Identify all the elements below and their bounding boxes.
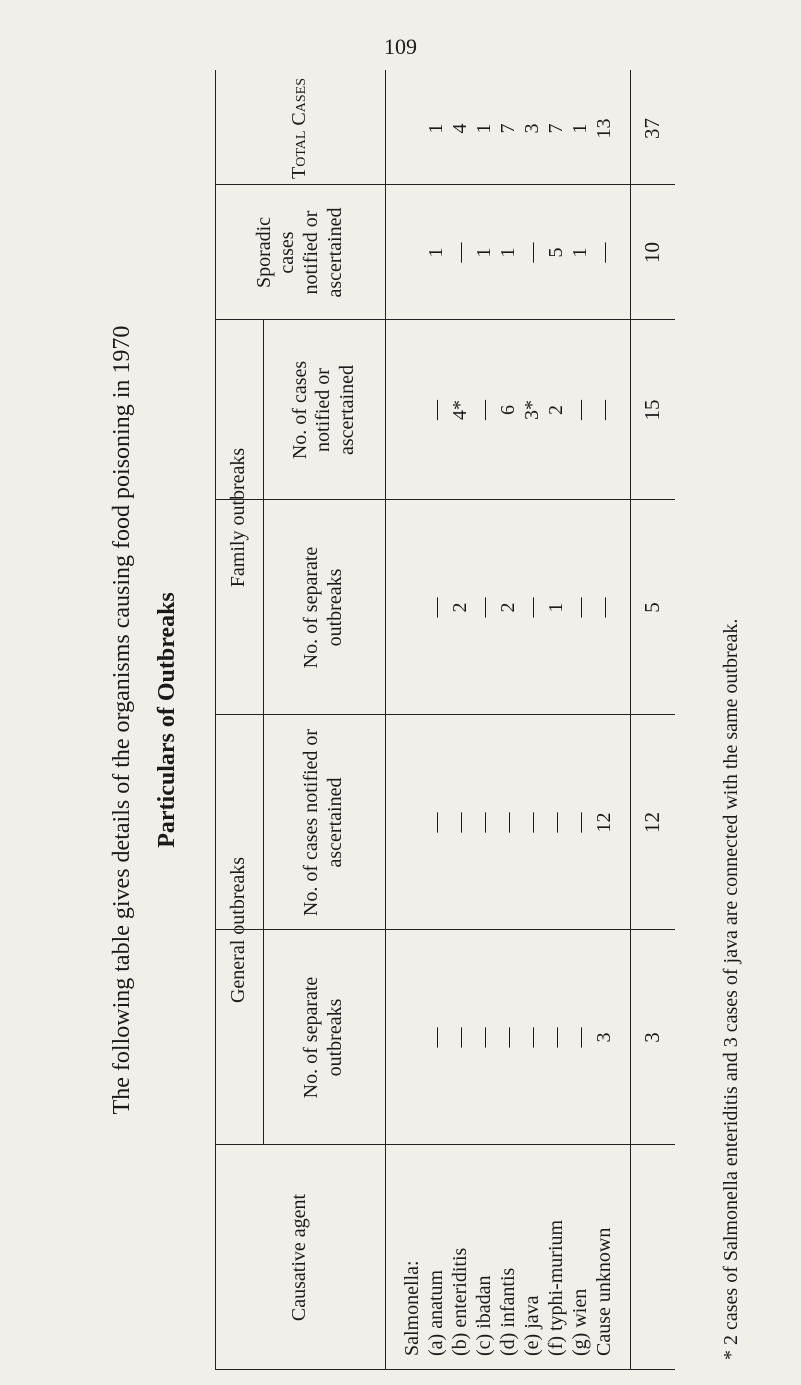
- table-cell: —: [425, 400, 447, 420]
- table-cell: —: [593, 242, 615, 263]
- total-cases-layer: [100, 70, 801, 1370]
- table-cell: —: [521, 597, 543, 618]
- agent-row: (f) typhi-murium: [545, 1219, 567, 1356]
- table-cell: 4*: [449, 400, 471, 420]
- table-cell: —: [521, 1027, 543, 1048]
- table-cell: 1: [569, 247, 591, 258]
- header-general-outbreaks: General outbreaks: [227, 856, 250, 1004]
- table-title: The following table gives details of the organisms causing food poisoning in 1970: [109, 325, 135, 1115]
- page-number: 109: [384, 34, 417, 59]
- table-cell: 1: [569, 123, 591, 134]
- agent-row: (d) infantis: [497, 1267, 519, 1356]
- table-cell: —: [425, 1027, 447, 1048]
- table-cell: 1: [425, 123, 447, 134]
- table-cell: —: [449, 812, 471, 833]
- table-cell: 7: [497, 123, 519, 134]
- total-general-separate: 3: [640, 1032, 664, 1043]
- table-cell: 1: [497, 247, 519, 258]
- table-cell: —: [569, 1027, 591, 1048]
- header-sporadic-cases: Sporadic cases notified or ascertained: [252, 207, 346, 298]
- total-family-separate: 5: [640, 602, 664, 613]
- table-cell: 3: [593, 1032, 615, 1043]
- table-cell: —: [569, 812, 591, 833]
- total-general-cases: 12: [640, 812, 664, 833]
- table-cell: 4: [449, 123, 471, 134]
- table-cell: —: [473, 597, 495, 618]
- agent-row: (c) ibadan: [473, 1275, 495, 1356]
- table-cell: —: [593, 597, 615, 618]
- table-cell: 3*: [521, 400, 543, 420]
- header-family-outbreaks: Family outbreaks: [227, 447, 250, 588]
- table-cell: 1: [545, 602, 567, 613]
- header-causative-agent: Causative agent: [288, 1193, 311, 1322]
- table-cell: —: [425, 812, 447, 833]
- table-cell: —: [425, 597, 447, 618]
- table-cell: 1: [425, 247, 447, 258]
- table-cell: —: [473, 1027, 495, 1048]
- table-cell: —: [521, 242, 543, 263]
- header-family-cases: No. of cases notified or ascertained: [288, 360, 358, 460]
- table-cell: 2: [497, 602, 519, 613]
- table-cell: —: [545, 812, 567, 833]
- table-cell: 1: [473, 123, 495, 134]
- header-total-cases: Total Cases: [288, 78, 311, 179]
- agent-row: Salmonella:: [401, 1260, 423, 1356]
- agent-row: (g) wien: [569, 1288, 591, 1356]
- header-general-separate-outbreaks: No. of separate outbreaks: [300, 976, 346, 1099]
- table-cell: 12: [593, 812, 615, 833]
- table-footnote: * 2 cases of Salmonella enteriditis and 3 cases of java are connected with the same outbreak.: [720, 618, 742, 1360]
- total-sporadic: 10: [640, 242, 664, 263]
- agent-row: (e) java: [521, 1295, 543, 1356]
- table-cell: —: [449, 1027, 471, 1048]
- table-cell: —: [521, 812, 543, 833]
- table-cell: —: [497, 812, 519, 833]
- total-all-cases: 37: [640, 118, 664, 139]
- table-cell: 3: [521, 123, 543, 134]
- table-cell: 7: [545, 123, 567, 134]
- agent-row: Cause unknown: [593, 1227, 615, 1356]
- table-cell: 6: [497, 405, 519, 415]
- header-general-cases: No. of cases notified or ascertained: [300, 728, 346, 917]
- table-cell: —: [569, 400, 591, 420]
- table-cell: 2: [449, 602, 471, 613]
- table-cell: —: [545, 1027, 567, 1048]
- table-cell: —: [449, 242, 471, 263]
- table-subtitle: Particulars of Outbreaks: [154, 592, 180, 848]
- table-cell: —: [473, 400, 495, 420]
- agent-row: (b) enteriditis: [449, 1247, 471, 1356]
- header-family-separate-outbreaks: No. of separate outbreaks: [300, 546, 346, 669]
- table-cell: —: [569, 597, 591, 618]
- table-cell: —: [497, 1027, 519, 1048]
- total-family-cases: 15: [640, 399, 664, 421]
- table-cell: —: [473, 812, 495, 833]
- agent-row: (a) anatum: [425, 1269, 447, 1356]
- table-cell: —: [593, 400, 615, 420]
- table-cell: 2: [545, 405, 567, 415]
- table-cell: 13: [593, 118, 615, 139]
- table-cell: 1: [473, 247, 495, 258]
- table-cell: 5: [545, 247, 567, 258]
